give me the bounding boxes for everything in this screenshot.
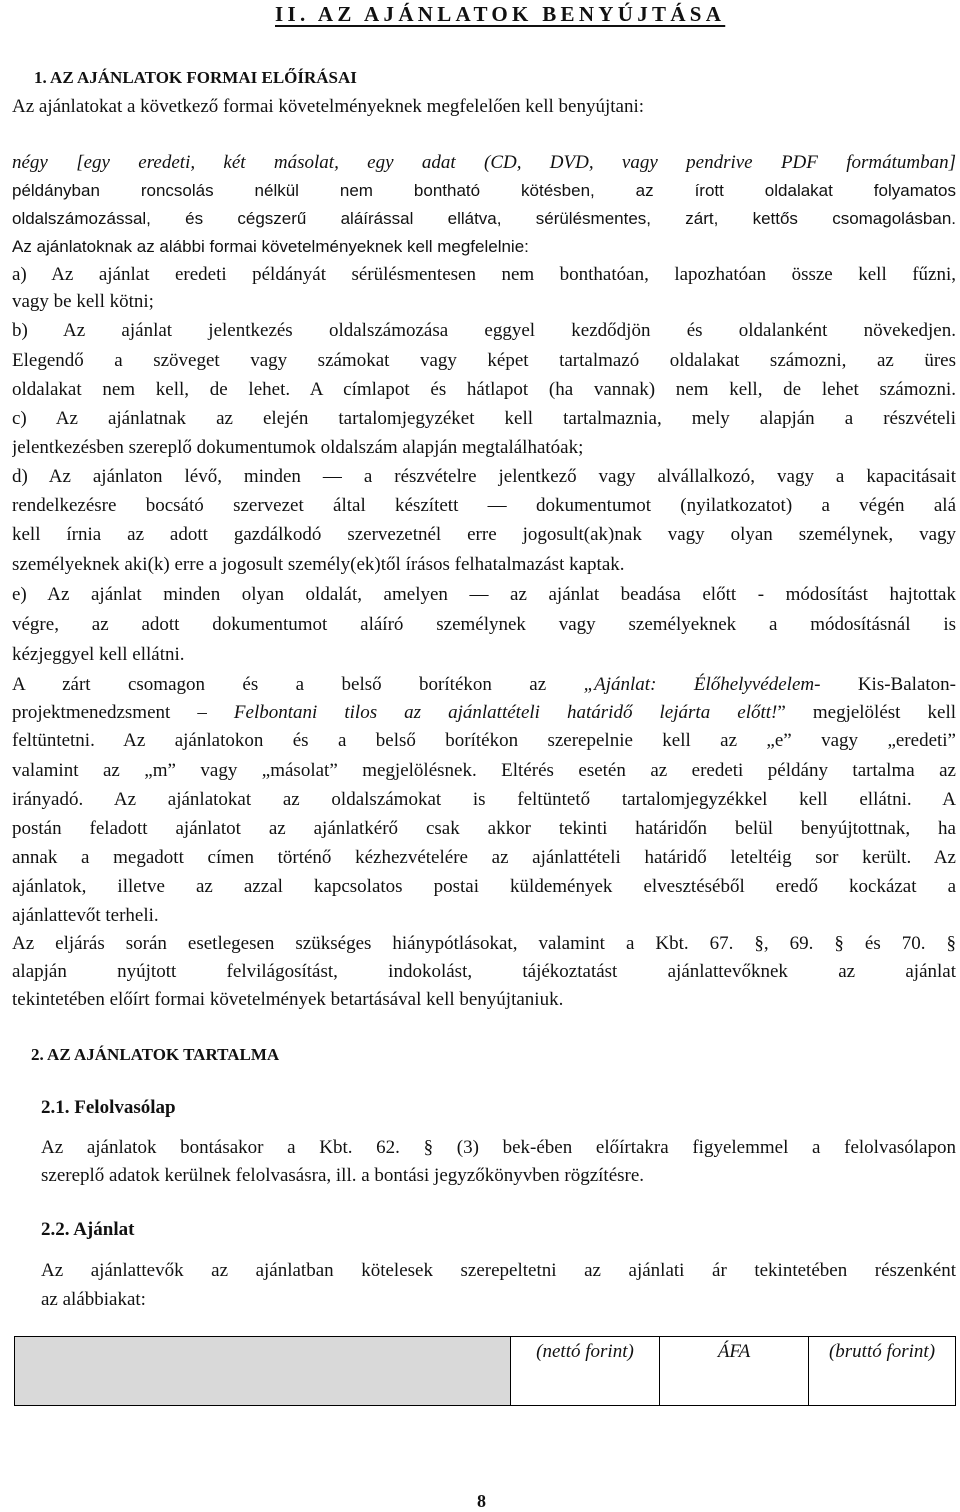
paragraph-line: személyeknek aki(k) erre a jogosult személy(ek)től írásos felhatalmazást kaptak.	[12, 554, 625, 575]
paragraph-line: postán feladott ajánlatot az ajánlatkérő csak akkor tekinti határidőn belül benyújtottnak, ha	[12, 818, 956, 839]
paragraph-line: vagy be kell kötni;	[12, 291, 154, 312]
envelope-warning: Felbontani tilos az ajánlattételi határidő lejárta előtt!	[233, 702, 778, 723]
envelope-label: „Ajánlat: Élőhelyvédelem-	[583, 674, 821, 695]
section-2-1-heading: 2.1. Felolvasólap	[41, 1097, 176, 1118]
paragraph-line: d) Az ajánlaton lévő, minden — a részvételre jelentkező vagy alvállalkozó, vagy a kapacitásait	[12, 466, 956, 487]
paragraph-line: az alábbiakat:	[41, 1289, 146, 1310]
paragraph-line: valamint az „m” vagy „másolat” megjelölésnek. Eltérés esetén az eredeti példány tartalma az	[12, 760, 956, 781]
paragraph-line: rendelkezésre bocsátó szervezet által készített — dokumentumot (nyilatkozatot) a végén alá	[12, 495, 956, 516]
paragraph-line: e) Az ajánlat minden olyan oldalát, amelyen — az ajánlat beadása előtt - módosítást hajtottak	[12, 584, 956, 605]
envelope-text: A zárt csomagon és a belső borítékon az	[12, 674, 584, 695]
section-title: II. AZ AJÁNLATOK BENYÚJTÁSA	[275, 2, 726, 26]
paragraph-line: Az ajánlatokat a következő formai követelményeknek megfelelően kell benyújtani:	[12, 96, 645, 117]
paragraph-line: Az eljárás során esetlegesen szükséges hiánypótlásokat, valamint a Kbt. 67. §, 69. § és 70. §	[12, 933, 956, 954]
section-1-heading: 1. AZ AJÁNLATOK FORMAI ELŐÍRÁSAI	[34, 68, 357, 87]
table-header-afa: ÁFA	[660, 1337, 809, 1406]
price-table	[14, 1336, 956, 1406]
paragraph-line: jelentkezésben szereplő dokumentumok oldalszám alapján megtalálhatóak;	[12, 437, 584, 458]
paragraph-line: b) Az ajánlat jelentkezés oldalszámozása eggyel kezdődjön és oldalanként növekedjen.	[12, 320, 956, 341]
envelope-text: Kis-Balaton-	[820, 674, 956, 695]
paragraph-line: kell írnia az adott gazdálkodó szervezetnél erre jogosult(ak)nak vagy olyan személynek, vagy	[12, 524, 956, 545]
paragraph-line: oldalszámozással, és cégszerű aláírással ellátva, sérülésmentes, zárt, kettős csomagolásban.	[12, 209, 956, 228]
paragraph-line: kézjeggyel kell ellátni.	[12, 644, 185, 665]
envelope-text: projektmenedzsment –	[12, 702, 234, 723]
table-header-brutto: (bruttó forint)	[809, 1337, 956, 1406]
paragraph-line: c) Az ajánlatnak az elején tartalomjegyzéket kell tartalmaznia, mely alapján a részvételi	[12, 408, 956, 429]
paragraph-line: annak a megadott címen történő kézhezvételére az ajánlattételi határidő leteltéig sor került. Az	[12, 847, 956, 868]
paragraph-line: oldalakat nem kell, de lehet. A címlapot és hátlapot (ha vannak) nem kell, de lehet számozni.	[12, 379, 956, 400]
table-header-netto: (nettó forint)	[511, 1337, 660, 1406]
page-number: 8	[477, 1491, 486, 1511]
paragraph-line: Elegendő a szöveget vagy számokat vagy képet tartalmazó oldalakat számozni, az üres	[12, 350, 956, 371]
table-cell-shaded	[15, 1337, 511, 1406]
paragraph-line: ajánlatok, illetve az azzal kapcsolatos postai küldemények elvesztéséből eredő kockázat a	[12, 876, 956, 897]
paragraph-line: irányadó. Az ajánlatokat az oldalszámokat is feltüntető tartalomjegyzékkel kell ellátni. A	[12, 789, 956, 810]
paragraph-line: szereplő adatok kerülnek felolvasásra, ill. a bontási jegyzőkönyvben rögzítésre.	[41, 1165, 645, 1186]
paragraph-line: feltüntetni. Az ajánlatokon és a belső borítékon szerepelnie kell az „e” vagy „eredeti”	[12, 730, 956, 751]
paragraph-line: tekintetében előírt formai követelmények betartásával kell benyújtaniuk.	[12, 989, 564, 1010]
envelope-line-1	[12, 670, 956, 699]
paragraph-line: alapján nyújtott felvilágosítást, indokolást, tájékoztatást ajánlattevőknek az ajánlat	[12, 961, 956, 982]
paragraph-line: a) Az ajánlat eredeti példányát sérülésmentesen nem bonthatóan, lapozhatóan össze kell fűzni,	[12, 264, 956, 285]
paragraph-line: példányban roncsolás nélkül nem bontható kötésben, az írott oldalakat folyamatos	[12, 181, 956, 200]
envelope-line-2	[12, 698, 956, 727]
paragraph-line: Az ajánlattevők az ajánlatban kötelesek szerepeltetni az ajánlati ár tekintetében részenként	[41, 1260, 956, 1281]
section-2-2-heading: 2.2. Ajánlat	[41, 1219, 135, 1240]
envelope-text: ” megjelölést kell	[777, 702, 956, 723]
paragraph-line: Az ajánlatok bontásakor a Kbt. 62. § (3) bek-ében előírtakra figyelemmel a felolvasólapon	[41, 1137, 956, 1158]
paragraph-line: ajánlattevőt terheli.	[12, 905, 159, 926]
section-2-heading: 2. AZ AJÁNLATOK TARTALMA	[31, 1045, 280, 1064]
paragraph-line: Az ajánlatoknak az alábbi formai követelményeknek kell megfelelnie:	[12, 237, 529, 256]
table-row	[15, 1337, 956, 1406]
paragraph-line: végre, az adott dokumentumot aláíró személynek vagy személyeknek a módosításnál is	[12, 614, 956, 635]
paragraph-line: négy [egy eredeti, két másolat, egy adat (CD, DVD, vagy pendrive PDF formátumban]	[12, 152, 956, 173]
